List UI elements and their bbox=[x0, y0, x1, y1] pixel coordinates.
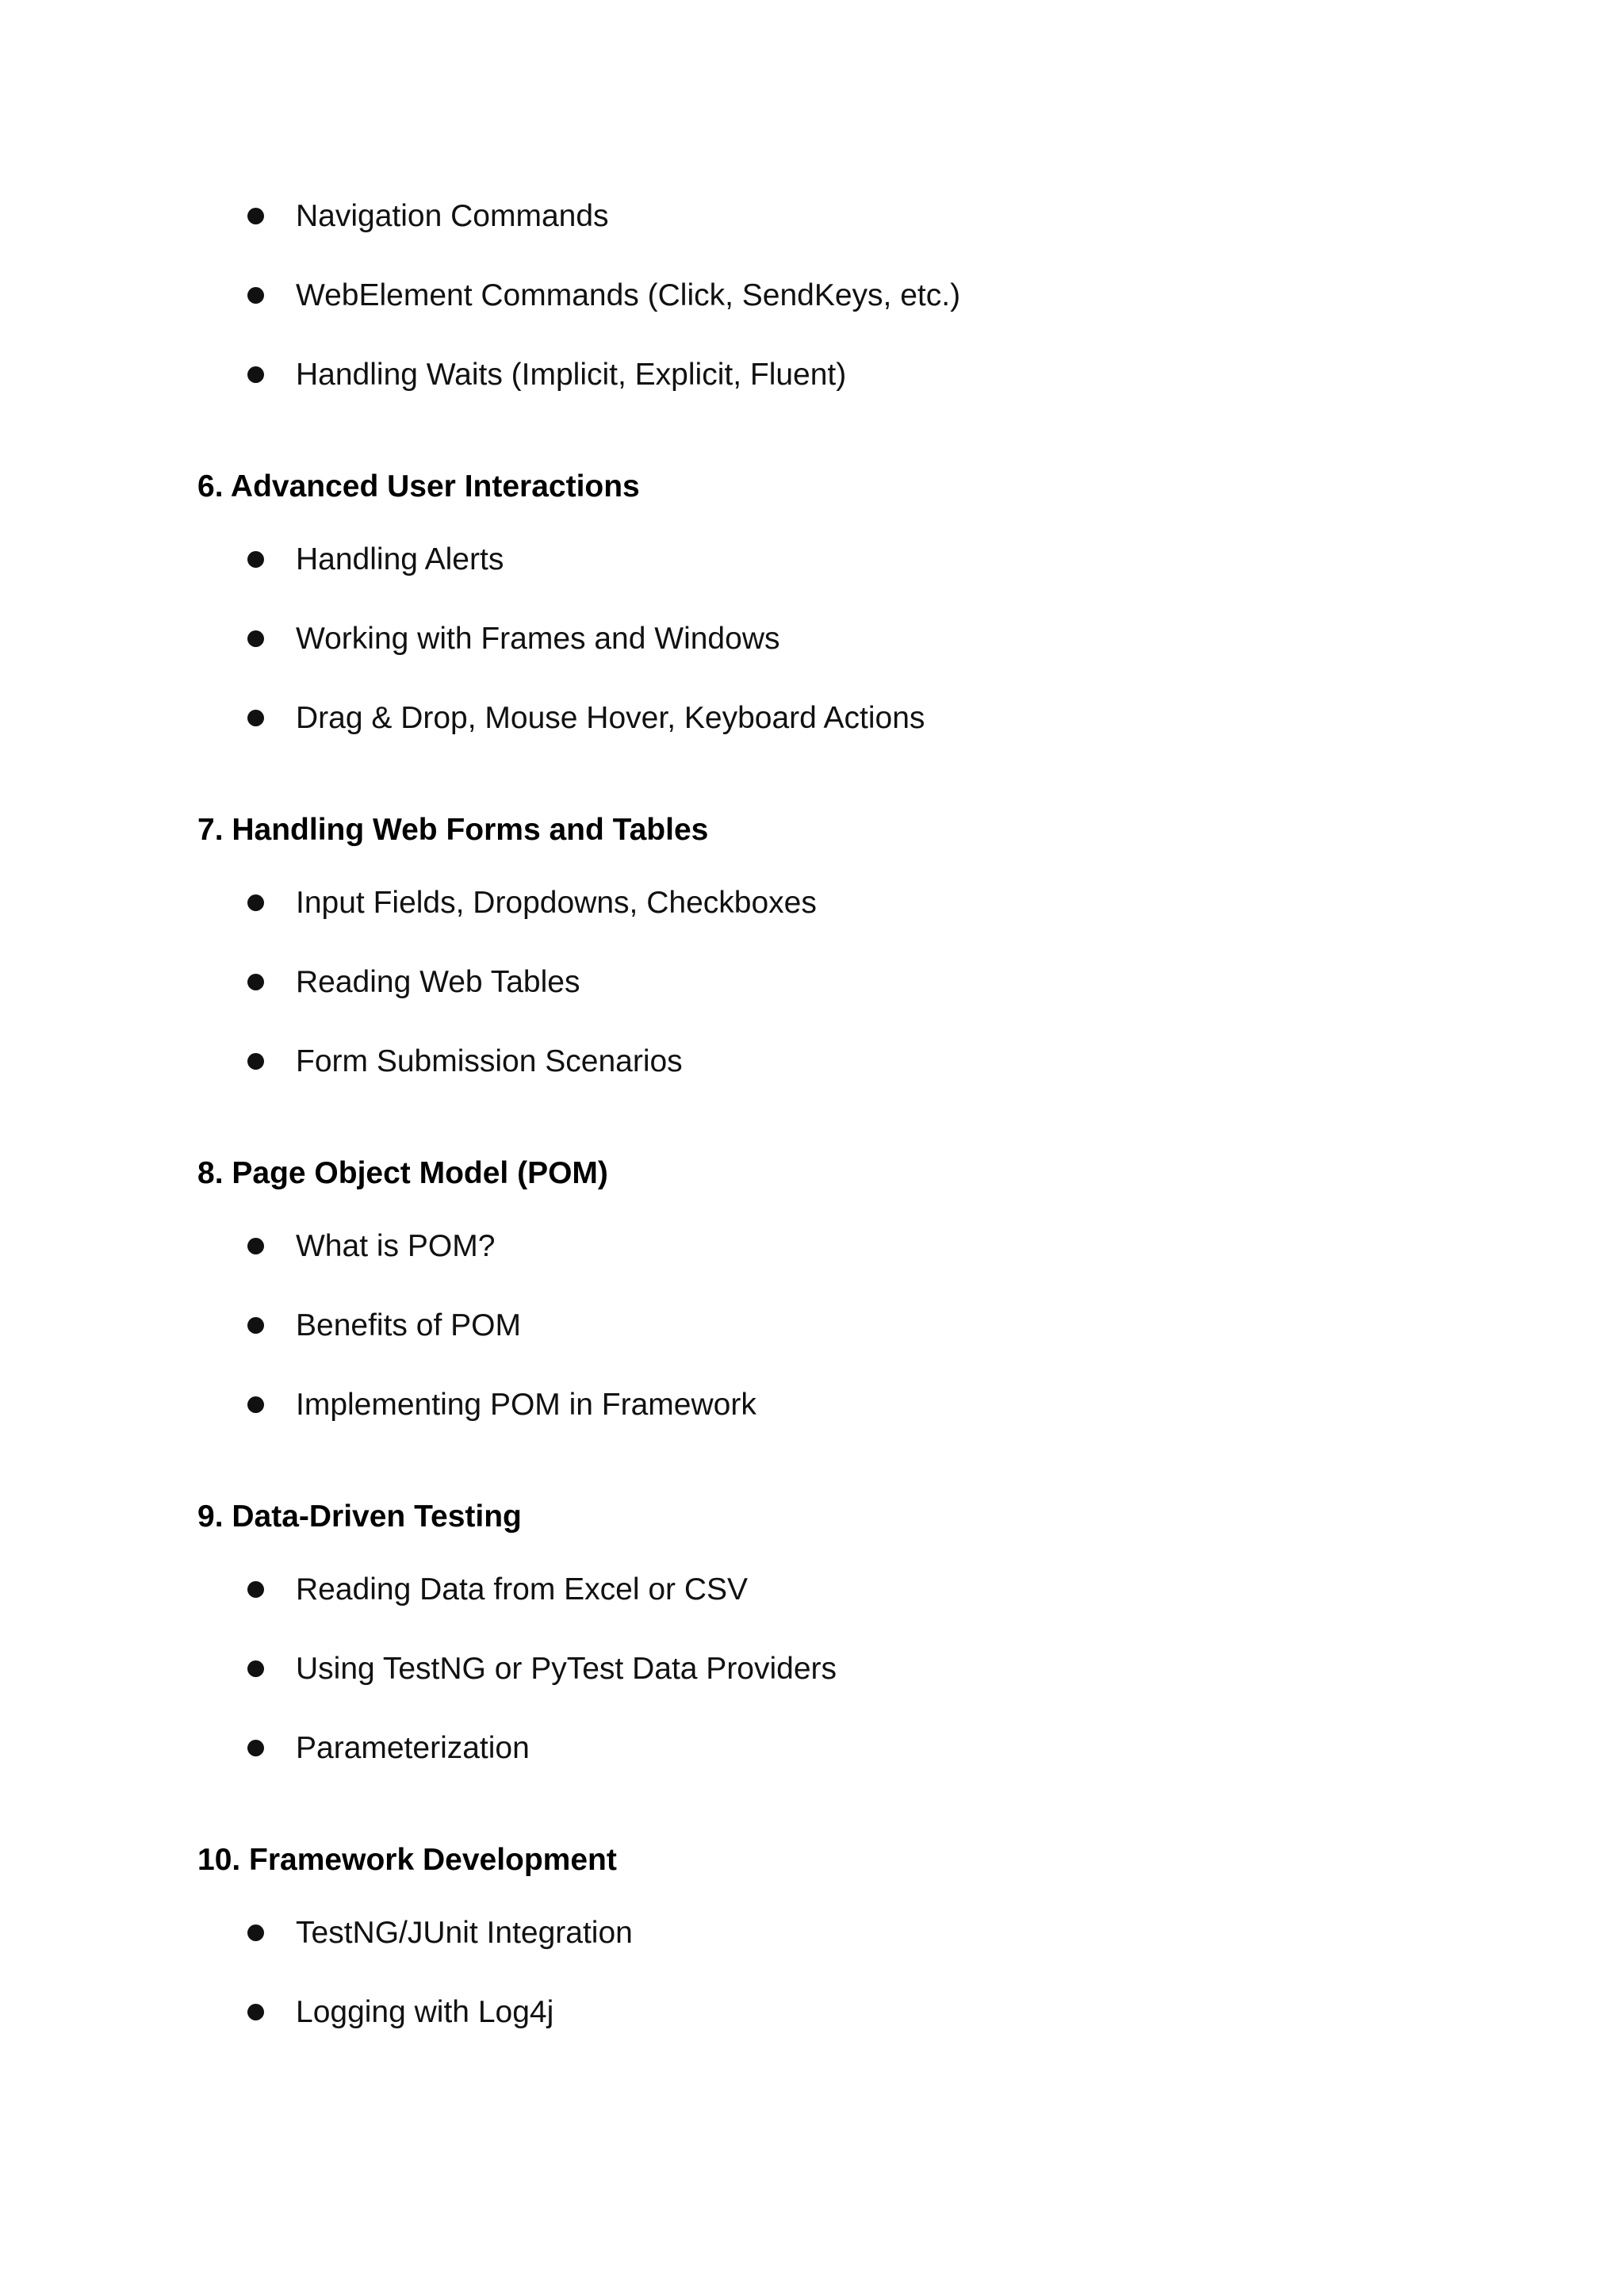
list-item-text: Drag & Drop, Mouse Hover, Keyboard Actions bbox=[296, 701, 925, 735]
list-item-text: Logging with Log4j bbox=[296, 1995, 554, 2029]
section-heading: 6. Advanced User Interactions bbox=[197, 469, 640, 504]
list-item bbox=[0, 351, 1110, 399]
list-item-text: Implementing POM in Framework bbox=[296, 1388, 756, 1422]
list-item bbox=[0, 1909, 1110, 1957]
section-heading: 8. Page Object Model (POM) bbox=[197, 1156, 608, 1190]
bullet-icon bbox=[247, 1238, 264, 1254]
list-item-text: Reading Web Tables bbox=[296, 965, 580, 999]
list-item bbox=[0, 959, 1110, 1006]
bullet-icon bbox=[247, 894, 264, 911]
bullet-icon bbox=[247, 1053, 264, 1070]
list-item-text: WebElement Commands (Click, SendKeys, etc.) bbox=[296, 278, 961, 312]
list-item bbox=[0, 879, 1110, 927]
list-item-text: Form Submission Scenarios bbox=[296, 1044, 683, 1078]
list-item bbox=[0, 1566, 1110, 1614]
list-item-text: Using TestNG or PyTest Data Providers bbox=[296, 1652, 837, 1686]
bullet-icon bbox=[247, 710, 264, 726]
list-item-text: Benefits of POM bbox=[296, 1308, 521, 1342]
bullet-icon bbox=[247, 1581, 264, 1598]
bullet-icon bbox=[247, 208, 264, 224]
section-heading: 9. Data-Driven Testing bbox=[197, 1499, 522, 1534]
list-item bbox=[0, 1038, 1110, 1086]
list-item bbox=[0, 695, 1110, 742]
list-item-text: Input Fields, Dropdowns, Checkboxes bbox=[296, 886, 817, 920]
list-item bbox=[0, 615, 1110, 663]
bullet-icon bbox=[247, 1924, 264, 1941]
bullet-icon bbox=[247, 366, 264, 383]
list-item-text: Working with Frames and Windows bbox=[296, 622, 780, 656]
list-item bbox=[0, 1381, 1110, 1429]
bullet-icon bbox=[247, 630, 264, 647]
list-item bbox=[0, 1989, 1110, 2036]
section-heading: 7. Handling Web Forms and Tables bbox=[197, 813, 709, 847]
bullet-icon bbox=[247, 1740, 264, 1756]
list-item bbox=[0, 1725, 1110, 1772]
list-item-text: Navigation Commands bbox=[296, 199, 609, 233]
list-item bbox=[0, 536, 1110, 584]
list-item bbox=[0, 1223, 1110, 1270]
list-item-text: What is POM? bbox=[296, 1229, 496, 1263]
list-item-text: Reading Data from Excel or CSV bbox=[296, 1572, 749, 1607]
list-item bbox=[0, 193, 1110, 240]
list-item bbox=[0, 272, 1110, 320]
bullet-icon bbox=[247, 1396, 264, 1413]
bullet-icon bbox=[247, 1660, 264, 1677]
list-item-text: Handling Waits (Implicit, Explicit, Fluent) bbox=[296, 358, 847, 392]
list-item-text: Handling Alerts bbox=[296, 542, 504, 576]
list-item bbox=[0, 1645, 1110, 1693]
list-item-text: TestNG/JUnit Integration bbox=[296, 1916, 633, 1950]
list-item-text: Parameterization bbox=[296, 1731, 530, 1765]
section-heading: 10. Framework Development bbox=[197, 1843, 617, 1877]
bullet-icon bbox=[247, 2004, 264, 2020]
list-item bbox=[0, 1302, 1110, 1350]
bullet-icon bbox=[247, 974, 264, 990]
bullet-icon bbox=[247, 1317, 264, 1334]
bullet-icon bbox=[247, 551, 264, 568]
bullet-icon bbox=[247, 287, 264, 304]
